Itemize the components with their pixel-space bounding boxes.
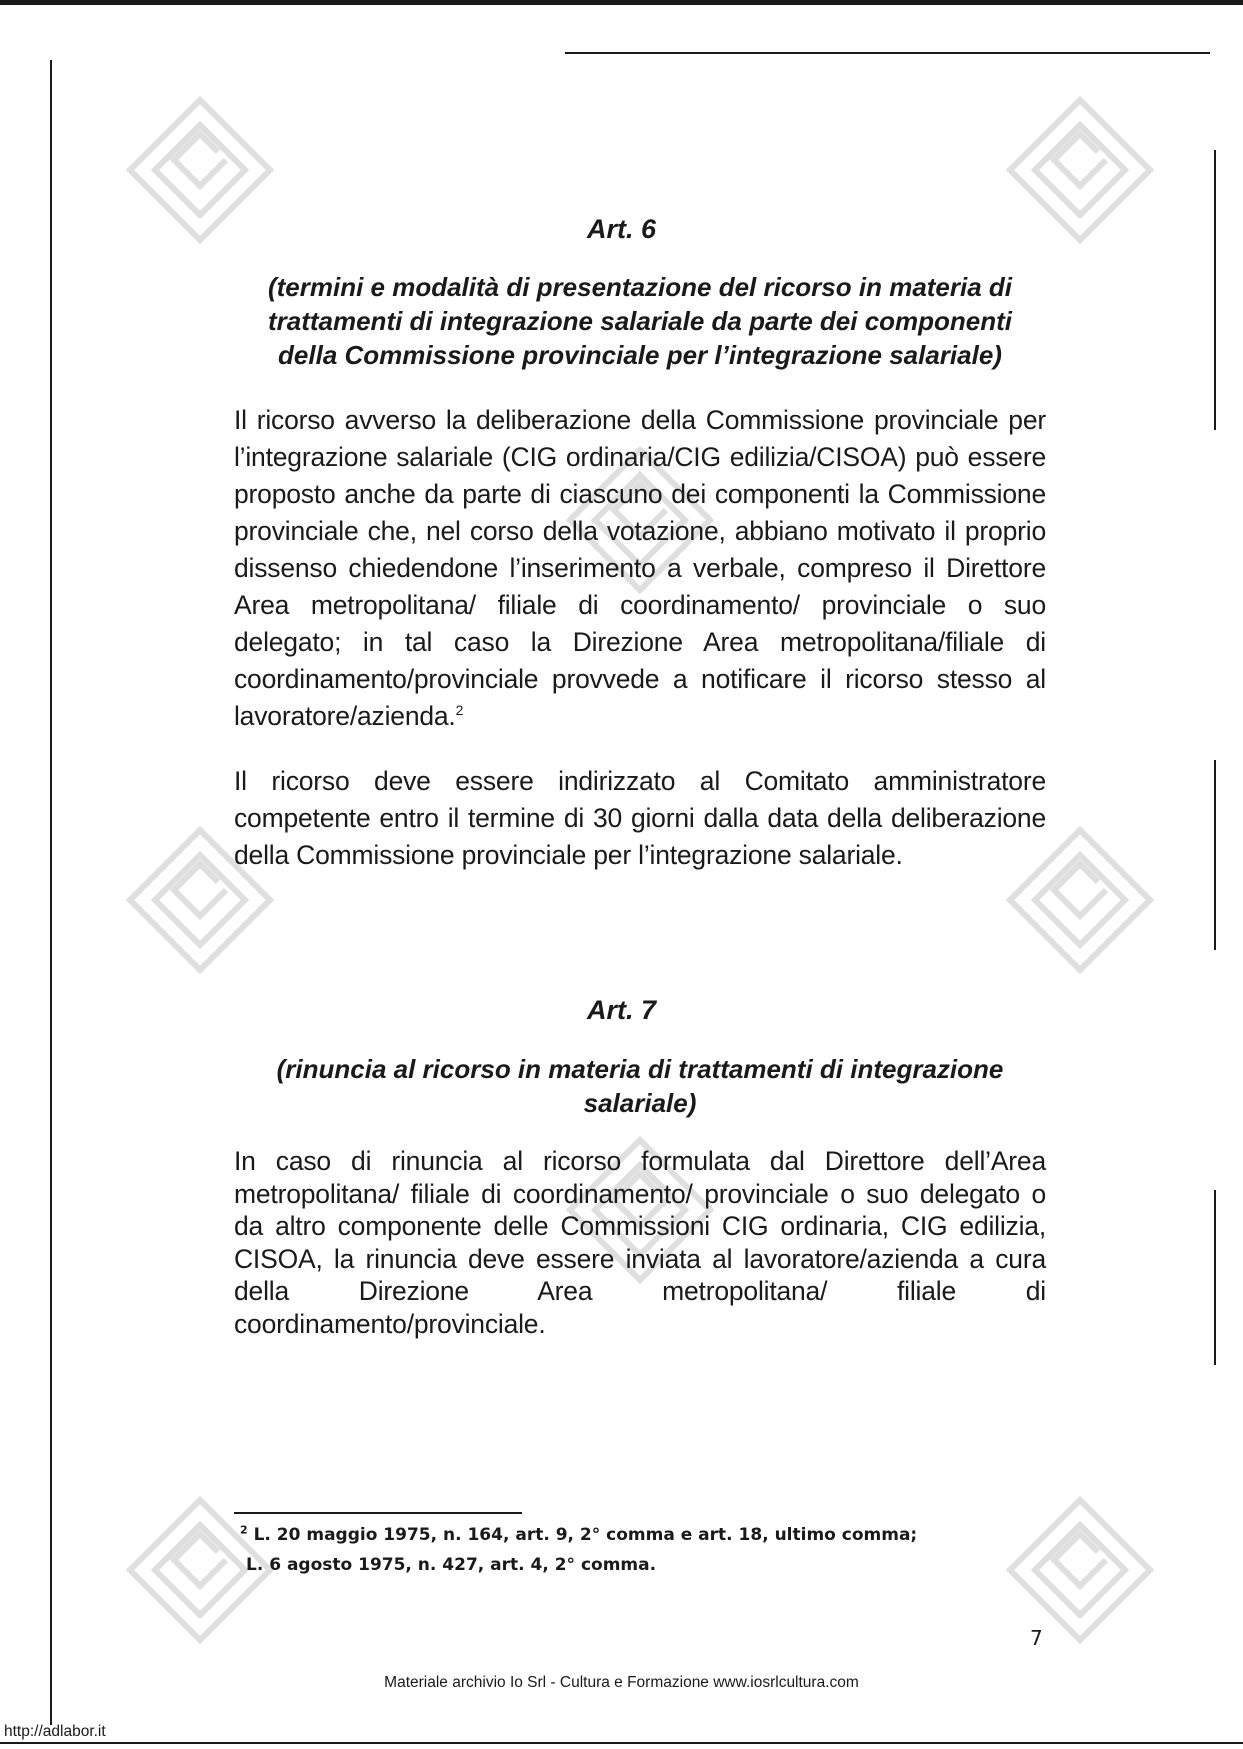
scan-right-edge-lower <box>1214 760 1216 950</box>
article-7-title-line: (rinuncia al ricorso in materia di trattamenti di integrazione <box>276 1054 1004 1084</box>
scan-right-edge-bottom <box>1214 1190 1216 1365</box>
scan-left-edge <box>50 60 52 1725</box>
page-number: 7 <box>1030 1626 1043 1650</box>
footnote-line-2: L. 6 agosto 1975, n. 427, art. 4, 2° comma. <box>246 1555 657 1575</box>
footnote-separator <box>234 1512 522 1514</box>
article-6-title <box>230 270 1050 372</box>
scan-bottom-rule <box>0 1742 1243 1744</box>
footer-archive-note: Materiale archivio Io Srl - Cultura e Formazione www.iosrlcultura.com <box>384 1674 859 1691</box>
article-7-paragraph-1: In caso di rinuncia al ricorso formulata dal Direttore dell’Area metropolitana/ filiale di coordinamento/ provinciale o suo delegato o da altro componente delle Commissioni CIG ordinaria, CIG edilizia, CISOA, la rinuncia deve essere inviata al lavoratore/azienda a cura della Direzione Area metropolitana/ filiale di coordinamento/provinciale. <box>234 1146 1046 1339</box>
source-url: http://adlabor.it <box>4 1723 106 1740</box>
footnote-reference: 2 <box>455 702 464 719</box>
article-7-heading: Art. 7 <box>586 995 657 1025</box>
article-7-title <box>230 1052 1050 1120</box>
watermark-logo-icon <box>1000 1490 1160 1650</box>
article-7-title-line: salariale) <box>583 1088 697 1118</box>
article-6-paragraph-1-text: Il ricorso avverso la deliberazione della Commissione provinciale per l’integrazione salariale (CIG ordinaria/CIG edilizia/CISOA) può essere proposto anche da parte di ciascuno dei componenti la Commissione provinciale che, nel corso della votazione, abbiano motivato il proprio dissenso chiedendone l’inserimento a verbale, compreso il Direttore Area metropolitana/ filiale di coordinamento/ provinciale o suo delegato; in tal caso la Direzione Area metropolitana/filiale di coordinamento/provinciale provvede a notificare il ricorso stesso al lavoratore/azienda. <box>234 405 1046 731</box>
footnote-marker: 2 <box>240 1523 248 1537</box>
footnote-line-1 <box>240 1520 1000 1550</box>
scan-right-edge-upper <box>1214 150 1216 430</box>
article-6-title-line: della Commissione provinciale per l’integrazione salariale) <box>278 340 1002 370</box>
article-6-heading: Art. 6 <box>586 214 657 244</box>
scan-top-edge <box>0 0 1243 5</box>
article-6-title-line: trattamenti di integrazione salariale da parte dei componenti <box>267 306 1013 336</box>
footnote <box>240 1520 1000 1580</box>
article-6-title-line: (termini e modalità di presentazione del ricorso in materia di <box>267 272 1013 302</box>
scan-top-rule <box>565 52 1210 54</box>
article-6-paragraph-1 <box>234 402 1046 735</box>
article-6-paragraph-2: Il ricorso deve essere indirizzato al Comitato amministratore competente entro il termine di 30 giorni dalla data della deliberazione della Commissione provinciale per l’integrazione salariale. <box>234 766 1046 870</box>
footnote-line-1-text: L. 20 maggio 1975, n. 164, art. 9, 2° comma e art. 18, ultimo comma; <box>253 1525 918 1545</box>
